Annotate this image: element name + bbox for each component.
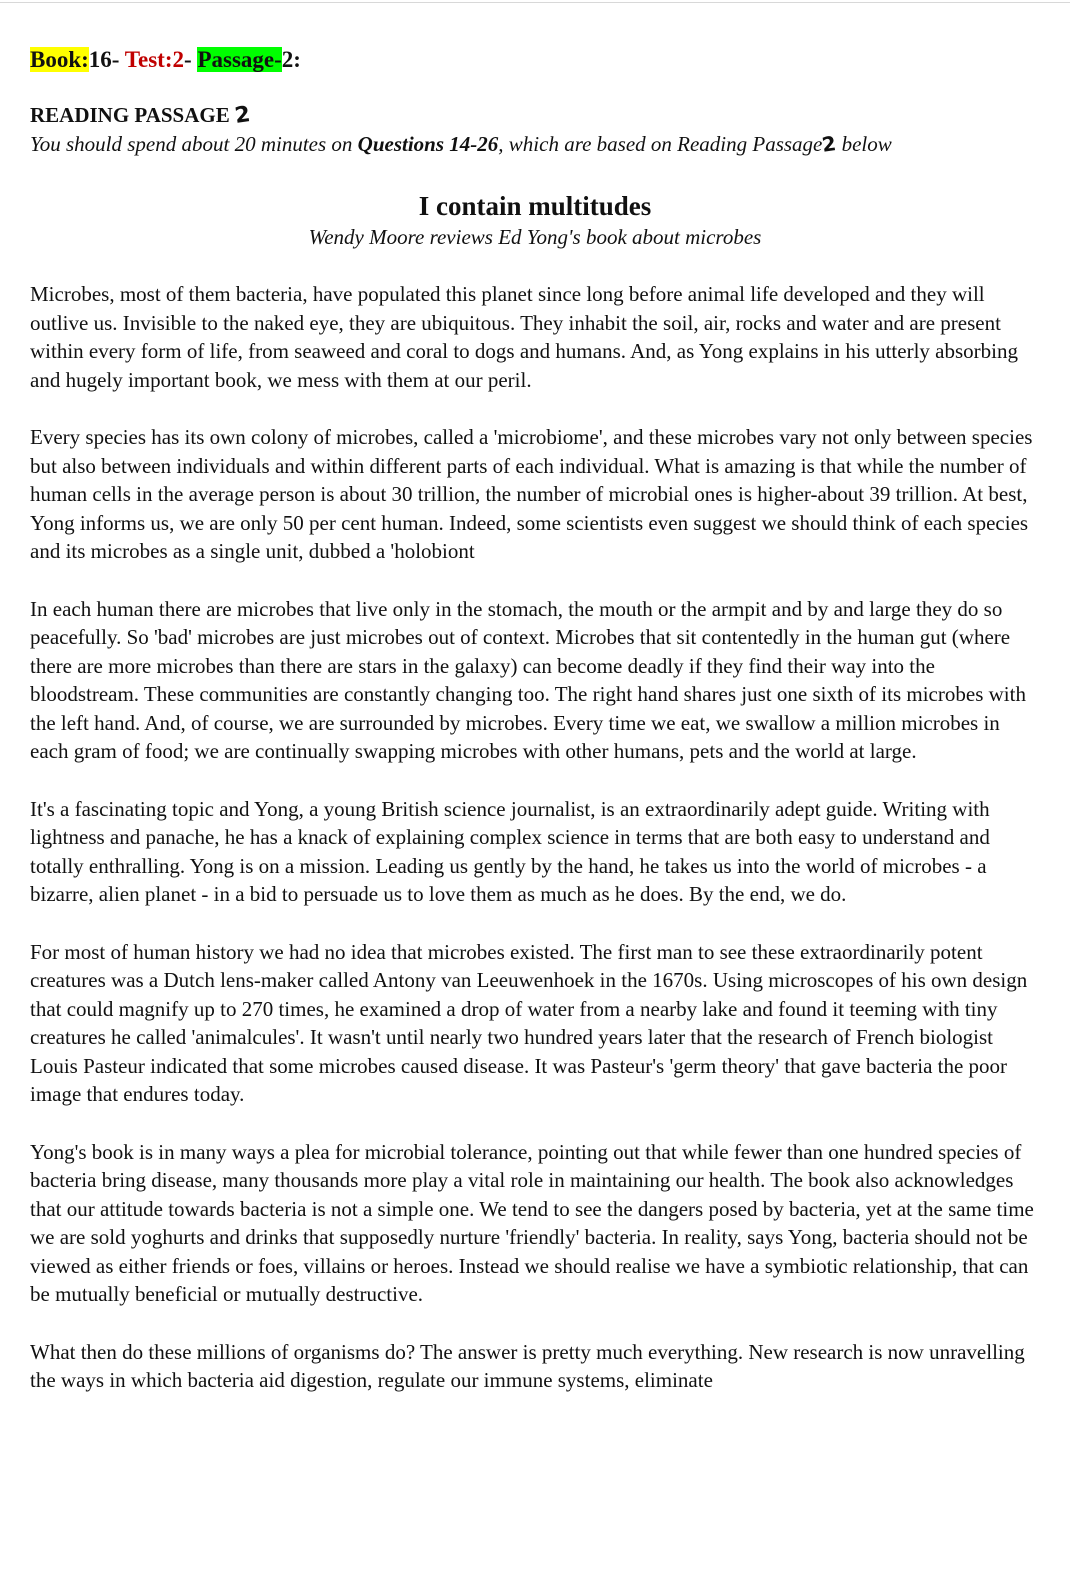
article-title: I contain multitudes (418, 191, 652, 221)
paragraph: Microbes, most of them bacteria, have populated this planet since long before animal life developed and they will outlive us. Invisible to the naked eye, they are ubiquitous. They inhabit the soil, air, rocks and water and are present within every form of life, from seaweed and coral to dogs and humans. And, as Yong explains in his utterly absorbing and hugely important book, we mess with them at our peril. (30, 282, 1018, 392)
instructions-text: , which are based on Reading Passage (498, 132, 823, 156)
top-divider (0, 2, 1070, 3)
instructions (30, 130, 1040, 158)
passage-number: 2 (281, 47, 294, 72)
book-label: Book: (30, 47, 89, 72)
article-subtitle: Wendy Moore reviews Ed Yong's book about microbes (308, 225, 762, 249)
paragraph: It's a fascinating topic and Yong, a young British science journalist, is an extraordinarily adept guide. Writing with lightness and panache, he has a knack of explaining complex science in terms that are both easy to understand and totally enthralling. Yong is on a mission. Leading us gently by the hand, he takes us into the world of microbes - a bizarre, alien planet - in a bid to persuade us to love them as much as he does. By the end, we do. (30, 796, 990, 906)
book-test-passage-heading (30, 44, 301, 76)
test-label: Test:2 (124, 47, 185, 72)
heading-colon: : (293, 47, 301, 72)
paragraph: For most of human history we had no idea that microbes existed. The first man to see these extraordinarily potent creatures was a Dutch lens-maker called Antony van Leeuwenhoek in the 1670s. Using microscopes of his own design that could magnify up to 270 times, he examined a drop of water from a nearby lake and found it teeming with tiny creatures he called 'animalcules'. It wasn't until nearly two hundred years later that the research of French biologist Louis Pasteur indicated that some microbes caused disease. It was Pasteur's 'germ theory' that gave bacteria the poor image that endures today. (30, 939, 1028, 1106)
separator: - (111, 47, 125, 72)
paragraph: What then do these millions of organisms do? The answer is pretty much everything. New research is now unravelling the ways in which bacteria aid digestion, regulate our immune systems, eliminate (30, 1339, 1025, 1392)
separator: - (184, 47, 198, 72)
instructions-text: You should spend about 20 minutes on (30, 132, 358, 156)
paragraph: Every species has its own colony of microbes, called a 'microbiome', and these microbes vary not only between species but also between individuals and within different parts of each individual. What is amazing is that while the number of human cells in the average person is about 30 trillion, the number of microbial ones is higher-about 39 trillion. At best, Yong informs us, we are only 50 per cent human. Indeed, some scientists even suggest we should think of each species and its microbes as a single unit, dubbed a 'holobiont (30, 425, 1033, 563)
book-number: 16 (88, 47, 112, 72)
reading-passage-label (30, 101, 250, 130)
passage-label: Passage- (197, 47, 282, 72)
handwritten-number: 2 (233, 102, 252, 129)
article-body (30, 280, 1042, 1424)
paragraph: Yong's book is in many ways a plea for microbial tolerance, pointing out that while fewer than one hundred species of bacteria bring disease, many thousands more play a vital role in maintaining our health. The book also acknowledges that our attitude towards bacteria is not a simple one. We tend to see the dangers posed by bacteria, yet at the same time we are sold yoghurts and drinks that supposedly nurture 'friendly' bacteria. In reality, says Yong, bacteria should not be viewed as either friends or foes, villains or heroes. Instead we should realise we have a symbiotic relationship, that can be mutually beneficial or mutually destructive. (30, 1139, 1034, 1306)
paragraph: In each human there are microbes that live only in the stomach, the mouth or the armpit and by and large they do so peacefully. So 'bad' microbes are just microbes out of context. Microbes that sit contentedly in the human gut (where there are more microbes than there are stars in the galaxy) can become deadly if they find their way into the bloodstream. These communities are constantly changing too. The right hand shares just one sixth of its microbes with the left hand. And, of course, we are surrounded by microbes. Every time we eat, we swallow a million microbes in each gram of food; we are continually swapping microbes with other humans, pets and the world at large. (30, 596, 1026, 763)
questions-range: Questions 14-26 (357, 132, 499, 156)
handwritten-number: 2 (820, 131, 838, 157)
instructions-text: below (836, 132, 892, 156)
reading-passage-text: READING PASSAGE (30, 103, 230, 127)
